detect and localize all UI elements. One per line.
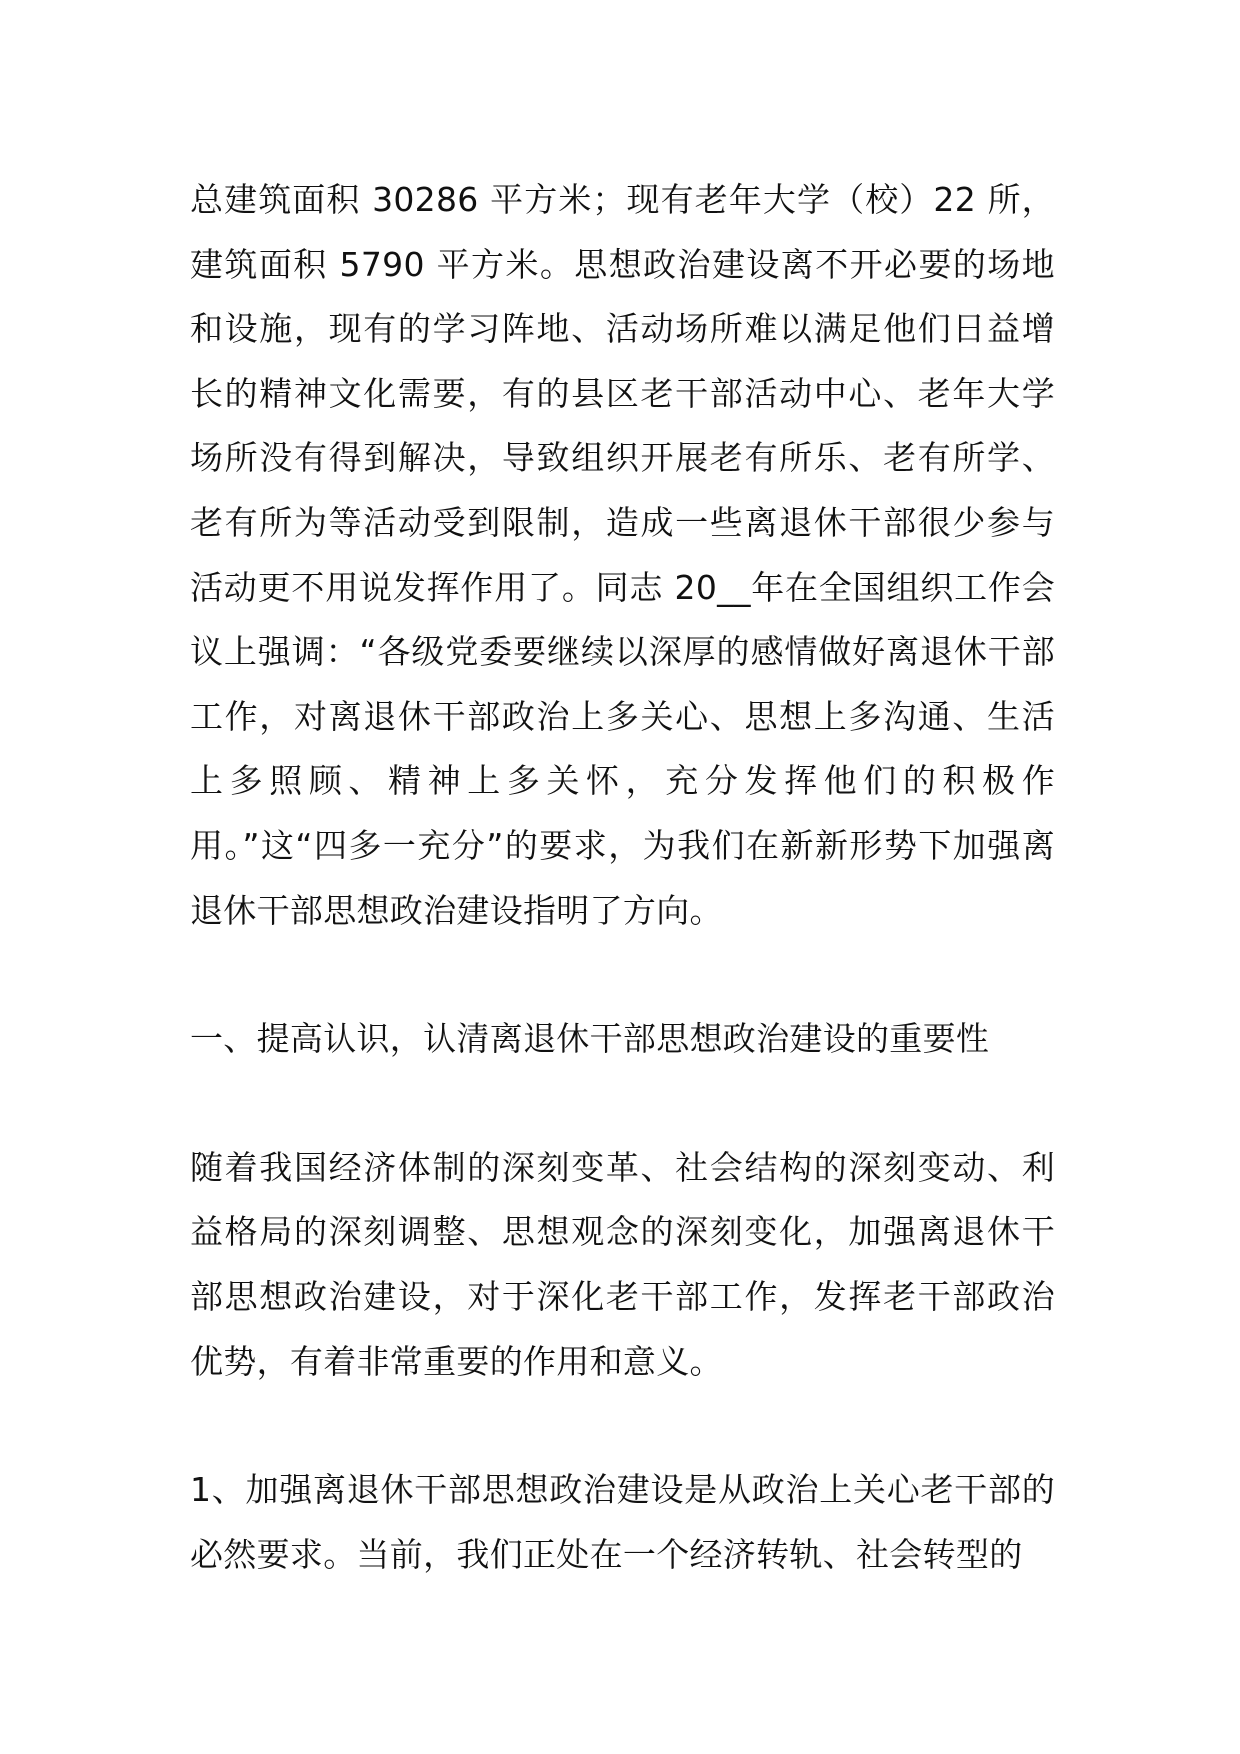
paragraph-point-1: 1、加强离退休干部思想政治建设是从政治上关心老干部的必然要求。当前，我们正处在一个经济转轨、社会转型的 bbox=[190, 1470, 1055, 1574]
section-heading: 一、提高认识，认清离退休干部思想政治建设的重要性 bbox=[190, 1019, 990, 1059]
document-body bbox=[190, 168, 1055, 1587]
paragraph-facilities: 总建筑面积 30286 平方米；现有老年大学（校）22 所，建筑面积 5790 平方米。思想政治建设离不开必要的场地和设施，现有的学习阵地、活动场所难以满足他们日益增长的精神文化需要，有的县区老干部活动中心、老年大学场所没有得到解决，导致组织开展老有所乐、老有所学、老有所为等活动受到限制，造成一些离退休干部很少参与活动更不用说发挥作用了。同志 20__年在全国组织工作会议上强调：“各级党委要继续以深厚的感情做好离退休干部工作，对离退休干部政治上多关心、思想上多沟通、生活上多照顾、精神上多关怀，充分发挥他们的积极作用。”这“四多一充分”的要求，为我们在新新形势下加强离退休干部思想政治建设指明了方向。 bbox=[190, 180, 1055, 930]
paragraph-intro: 随着我国经济体制的深刻变革、社会结构的深刻变动、利益格局的深刻调整、思想观念的深刻变化，加强离退休干部思想政治建设，对于深化老干部工作，发挥老干部政治优势，有着非常重要的作用和意义。 bbox=[190, 1147, 1055, 1381]
